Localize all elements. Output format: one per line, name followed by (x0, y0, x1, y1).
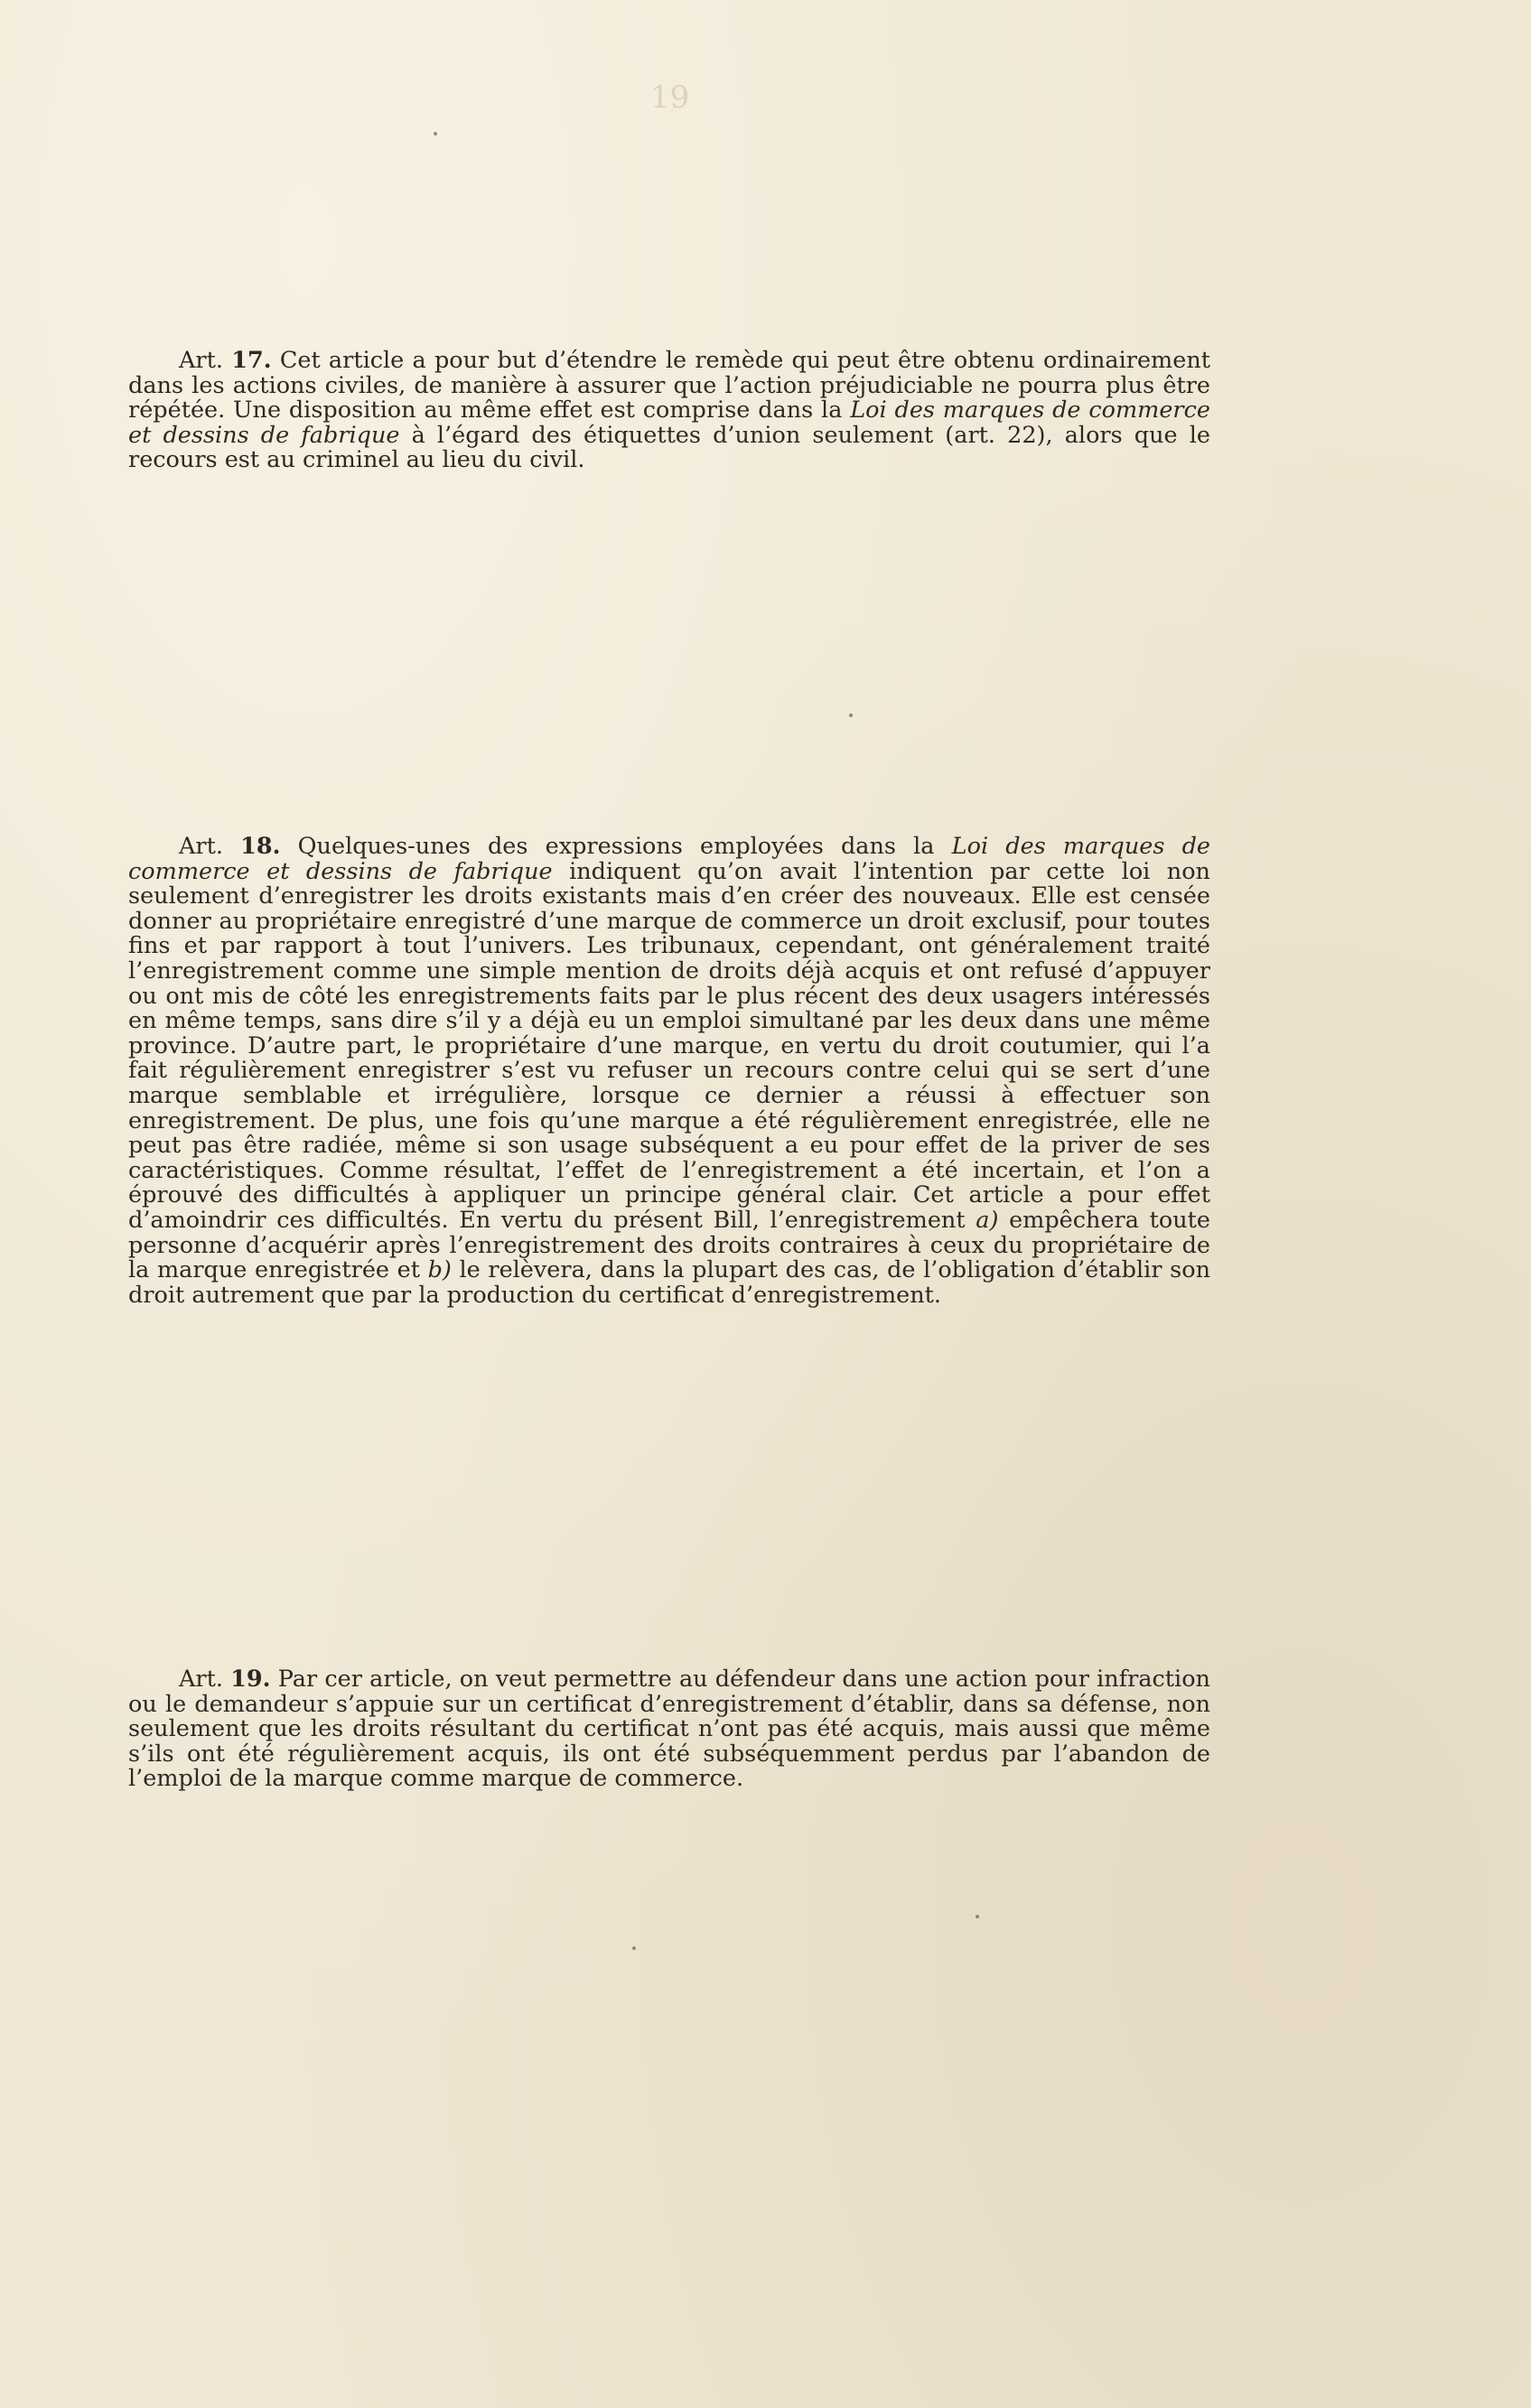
italic-text-run: Loi des marques de commerce et dessins de fabrique (128, 833, 1210, 885)
paper-speck (976, 1915, 979, 1918)
article-label: Art. (179, 1666, 223, 1693)
text-run: Cet article a pour but d’étendre le remède qui peut être obtenu ordinairement dans les actions civiles, de manière à assurer que l’action préjudiciable ne pourra plus être répétée. Une disposition au même effet est comprise dans la (128, 347, 1210, 425)
note-body (128, 347, 1210, 473)
article-label: Art. (179, 833, 223, 860)
explanatory-note-art-18 (128, 835, 1210, 1308)
article-number: 18. (240, 833, 281, 860)
note-paragraph (128, 1667, 1210, 1792)
italic-text-run: b) (427, 1256, 452, 1284)
text-run: Par cer article, on veut permettre au défendeur dans une action pour infraction ou le demandeur s’appuie sur un certificat d’enregistrement d’établir, dans sa défense, non seulement que les droits résultant du certificat n’ont pas été acquis, mais aussi que même s’ils ont été régulièrement acquis, ils ont été subséquemment perdus par l’abandon de l’emploi de la marque comme marque de commerce. (128, 1666, 1210, 1793)
italic-text-run: Loi des marques de commerce et dessins de fabrique (128, 397, 1210, 449)
show-through-page-number: 19 (650, 79, 690, 116)
text-run: à l’égard des étiquettes d’union seulement (art. 22), alors que le recours est au criminel au lieu du civil. (128, 421, 1210, 474)
text-run: empêchera toute personne d’acquérir après l’enregistrement des droits contraires à ceux du propriétaire de la marque enregistrée et (128, 1206, 1210, 1284)
article-number: 17. (231, 347, 272, 374)
text-run: le relèvera, dans la plupart des cas, de l’obligation d’établir son droit autrement que par la production du certificat d’enregistrement. (128, 1256, 1210, 1309)
text-run: Quelques-unes des expressions employées dans la (280, 833, 952, 860)
explanatory-note-art-19 (128, 1667, 1210, 1792)
note-paragraph (128, 349, 1210, 473)
paper-speck (849, 714, 853, 717)
note-body (128, 833, 1210, 1309)
italic-text-run: a) (976, 1206, 999, 1234)
article-number: 19. (230, 1666, 271, 1693)
text-run: indiquent qu’on avait l’intention par cette loi non seulement d’enregistrer les droits existants mais d’en créer des nouveaux. Elle est censée donner au propriétaire enregistré d’une marque de commerce un droit exclusif, pour toutes fins et par rapport à tout l’univers. Les tribunaux, cependant, ont généralement traité l’enregistrement comme une simple mention de droits déjà acquis et ont refusé d’appuyer ou ont mis de côté les enregistrements faits par le plus récent des deux usagers intéressés en même temps, sans dire s’il y a déjà eu un emploi simultané par les deux dans une même province. D’autre part, le propriétaire d’une marque, en vertu du droit coutumier, qui l’a fait régulièrement enregistrer s’est vu refuser un recours contre celui qui se sert d’une marque semblable et irrégulière, lorsque ce dernier a réussi à effectuer son enregistrement. De plus, une fois qu’une marque a été régulièrement enregistrée, elle ne peut pas être radiée, même si son usage subséquent a eu pour effet de la priver de ses caractéristiques. Comme résultat, l’effet de l’enregistrement a été incertain, et l’on a éprouvé des difficultés à appliquer un principe général clair. Cet article a pour effet d’amoindrir ces difficultés. En vertu du présent Bill, l’enregistrement (128, 857, 1210, 1234)
explanatory-note-art-17 (128, 349, 1210, 473)
paper-speck (632, 1946, 636, 1950)
note-body (128, 1666, 1210, 1792)
paper-speck (434, 132, 437, 135)
note-paragraph (128, 835, 1210, 1308)
article-label: Art. (179, 347, 223, 374)
